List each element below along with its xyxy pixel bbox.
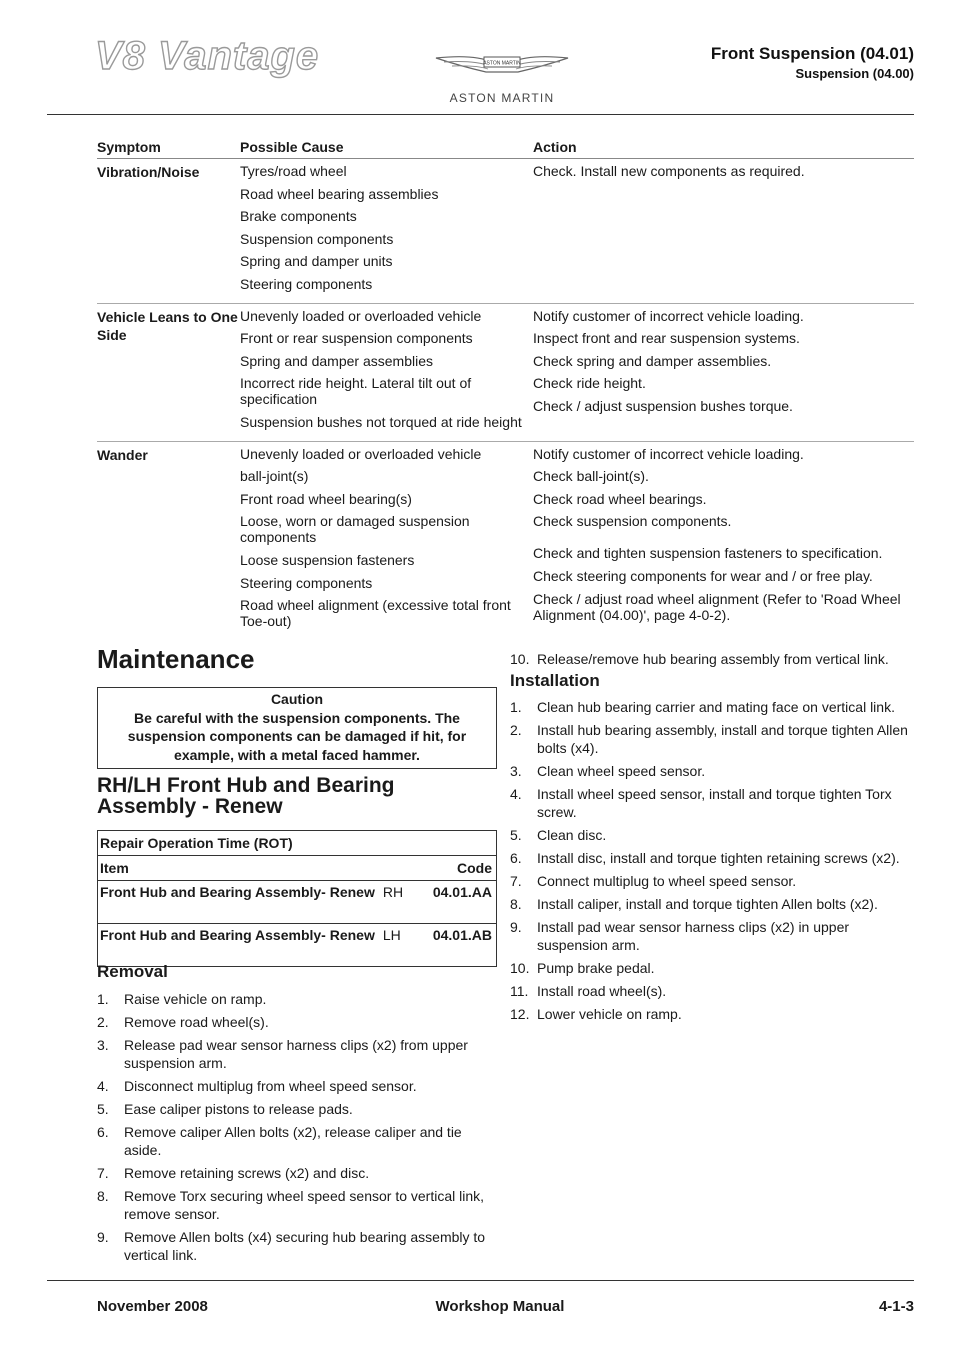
symptom-row (97, 159, 914, 304)
actions (533, 163, 914, 299)
cause-item: Loose, worn or damaged suspension components (240, 513, 470, 546)
step-text: Remove Torx securing wheel speed sensor to vertical link, remove sensor. (124, 1188, 485, 1222)
step-item (510, 721, 915, 757)
action-item: Check suspension components. (533, 513, 732, 530)
step-item (97, 1036, 497, 1072)
step-item (510, 650, 915, 668)
action-item: Check road wheel bearings. (533, 490, 707, 507)
symptom-table (97, 136, 914, 640)
step-text: Connect multiplug to wheel speed sensor. (537, 873, 797, 889)
step-text: Lower vehicle on ramp. (537, 1006, 682, 1022)
step-number: 2. (510, 722, 522, 738)
step-number: 6. (510, 850, 522, 866)
section-heading: RH/LH Front Hub and Bearing Assembly - Renew (97, 774, 395, 818)
brand-name: ASTON MARTIN (449, 91, 555, 105)
cause-item: Unevenly loaded or overloaded vehicle (240, 445, 482, 462)
symptom-row (97, 442, 914, 640)
cause-item: Steering components (240, 275, 373, 292)
footer-date: November 2008 (97, 1298, 208, 1315)
step-number: 1. (510, 699, 522, 715)
cause-item: Incorrect ride height. Lateral tilt out of specification (240, 375, 472, 408)
step-item (510, 698, 915, 716)
caution-text: Be careful with the suspension components. The suspension components can be damaged if hit, for example, with a metal faced hammer. (127, 709, 467, 763)
step-item (510, 762, 915, 780)
step-item (97, 1187, 497, 1223)
footer-rule (47, 1280, 914, 1281)
step-item (97, 1228, 497, 1264)
rot-item: Front Hub and Bearing Assembly- Renew (100, 927, 375, 943)
action-item: Inspect front and rear suspension systems. (533, 330, 800, 347)
step-item (510, 895, 915, 913)
cause-item: Spring and damper assemblies (240, 352, 433, 369)
step-item (97, 1013, 497, 1031)
symptom-name: Vibration/Noise (97, 164, 200, 180)
caution-box (97, 687, 497, 769)
rot-table (97, 830, 497, 967)
installation-steps (510, 698, 915, 1028)
action-item: Notify customer of incorrect vehicle loading. (533, 445, 804, 462)
page-subtitle: Suspension (04.00) (795, 66, 914, 81)
header-action: Action (533, 139, 577, 155)
step-number: 9. (510, 919, 522, 935)
step-text: Install disc, install and torque tighten retaining screws (x2). (537, 850, 900, 866)
step-text: Install hub bearing assembly, install and torque tighten Allen bolts (x4). (537, 722, 908, 756)
actions (533, 308, 914, 437)
action-item: Check ball-joint(s). (533, 468, 649, 485)
step-item (97, 1100, 497, 1118)
action-item: Check / adjust road wheel alignment (Refer to 'Road Wheel Alignment (04.00)', page 4-0-2). (533, 590, 901, 623)
step-number: 5. (97, 1101, 109, 1117)
step-text: Install pad wear sensor harness clips (x2) in upper suspension arm. (537, 919, 850, 953)
rot-item-header: Item (100, 860, 129, 876)
action-item: Check steering components for wear and / or free play. (533, 567, 873, 584)
step-item (510, 826, 915, 844)
cause-item: Suspension bushes not torqued at ride height (240, 413, 522, 430)
step-text: Clean disc. (537, 827, 607, 843)
step-number: 10. (510, 960, 530, 976)
step-item (97, 990, 497, 1008)
step-number: 12. (510, 1006, 530, 1022)
cause-item: Front or rear suspension components (240, 330, 473, 347)
step-text: Release/remove hub bearing assembly from vertical link. (537, 651, 889, 667)
rot-row (98, 924, 496, 966)
step-item (510, 872, 915, 890)
installation-heading: Installation (510, 671, 600, 690)
step-item (510, 959, 915, 977)
step-item (97, 1077, 497, 1095)
step-text: Install wheel speed sensor, install and torque tighten Torx screw. (537, 786, 892, 820)
step-number: 11. (510, 983, 529, 999)
cause-item: Suspension components (240, 230, 394, 247)
step-item (510, 849, 915, 867)
page-title: Front Suspension (04.01) (710, 44, 914, 63)
step-text: Install road wheel(s). (537, 983, 667, 999)
cause-item: ball-joint(s) (240, 468, 309, 485)
cause-item: Road wheel bearing assemblies (240, 185, 439, 202)
possible-causes (240, 446, 533, 636)
maintenance-heading: Maintenance (97, 644, 255, 674)
symptom-table-header (97, 136, 914, 159)
cause-item: Steering components (240, 574, 373, 591)
step-number: 8. (510, 896, 522, 912)
step-text: Release pad wear sensor harness clips (x2) from upper suspension arm. (124, 1037, 468, 1071)
cause-item: Unevenly loaded or overloaded vehicle (240, 307, 482, 324)
header-rule (47, 114, 914, 115)
step-text: Clean hub bearing carrier and mating face on vertical link. (537, 699, 895, 715)
step-text: Ease caliper pistons to release pads. (124, 1101, 353, 1117)
step-text: Raise vehicle on ramp. (124, 991, 267, 1007)
rot-title: Repair Operation Time (ROT) (98, 831, 496, 856)
symptom-name: Vehicle Leans to One Side (97, 308, 238, 343)
possible-causes (240, 163, 533, 299)
cause-item: Road wheel alignment (excessive total front Toe-out) (240, 597, 511, 630)
step-number: 5. (510, 827, 522, 843)
step-number: 7. (510, 873, 522, 889)
removal-steps (97, 990, 497, 1269)
step-number: 3. (97, 1037, 109, 1053)
action-item: Check ride height. (533, 375, 646, 392)
cause-item: Tyres/road wheel (240, 163, 347, 179)
header-possible-cause: Possible Cause (240, 139, 344, 155)
step-number: 4. (510, 786, 522, 802)
step-number: 9. (97, 1229, 109, 1245)
step-item (97, 1123, 497, 1159)
step-text: Pump brake pedal. (537, 960, 655, 976)
removal-heading: Removal (97, 962, 168, 981)
step-text: Clean wheel speed sensor. (537, 763, 706, 779)
step-text: Remove road wheel(s). (124, 1014, 269, 1030)
rot-row (98, 881, 496, 924)
removal-steps-continued (510, 650, 915, 673)
step-text: Remove Allen bolts (x4) securing hub bearing assembly to vertical link. (124, 1229, 486, 1263)
v8-vantage-logo: V8 Vantage (95, 34, 320, 78)
step-number: 4. (97, 1078, 109, 1094)
emblem-text: ASTON MARTIN (483, 60, 521, 67)
rot-side: LH (382, 927, 401, 943)
possible-causes (240, 308, 533, 437)
caution-title: Caution (270, 691, 324, 707)
rot-code: 04.01.AA (432, 884, 492, 900)
rot-code-header: Code (456, 860, 492, 876)
rot-side: RH (382, 884, 404, 900)
footer-manual: Workshop Manual (435, 1298, 565, 1315)
action-item: Check spring and damper assemblies. (533, 352, 772, 369)
symptom-name: Wander (97, 446, 148, 463)
cause-item: Spring and damper units (240, 253, 393, 270)
step-text: Remove caliper Allen bolts (x2), release caliper and tie aside. (124, 1124, 462, 1158)
symptom-row (97, 304, 914, 442)
step-number: 2. (97, 1014, 109, 1030)
rot-header-row (98, 856, 496, 881)
step-text: Disconnect multiplug from wheel speed sensor. (124, 1078, 417, 1094)
step-item (510, 918, 915, 954)
step-item (510, 982, 915, 1000)
step-item (510, 1005, 915, 1023)
action-item: Check / adjust suspension bushes torque. (533, 397, 793, 414)
cause-item: Loose suspension fasteners (240, 551, 415, 568)
action-item: Check. Install new components as required. (533, 163, 805, 179)
step-text: Remove retaining screws (x2) and disc. (124, 1165, 370, 1181)
step-number: 7. (97, 1165, 109, 1181)
step-number: 10. (510, 651, 530, 667)
rot-code: 04.01.AB (432, 927, 492, 943)
step-number: 8. (97, 1188, 109, 1204)
cause-item: Front road wheel bearing(s) (240, 490, 412, 507)
rot-item: Front Hub and Bearing Assembly- Renew (100, 884, 375, 900)
step-number: 6. (97, 1124, 109, 1140)
step-item (97, 1164, 497, 1182)
step-number: 3. (510, 763, 522, 779)
action-item: Check and tighten suspension fasteners to specification. (533, 545, 883, 562)
footer-page-number: 4-1-3 (878, 1298, 914, 1315)
header-symptom: Symptom (97, 139, 161, 155)
step-text: Install caliper, install and torque tighten Allen bolts (x2). (537, 896, 878, 912)
step-item (510, 785, 915, 821)
step-number: 1. (97, 991, 109, 1007)
actions (533, 446, 914, 636)
cause-item: Brake components (240, 208, 357, 225)
action-item: Notify customer of incorrect vehicle loading. (533, 307, 804, 324)
